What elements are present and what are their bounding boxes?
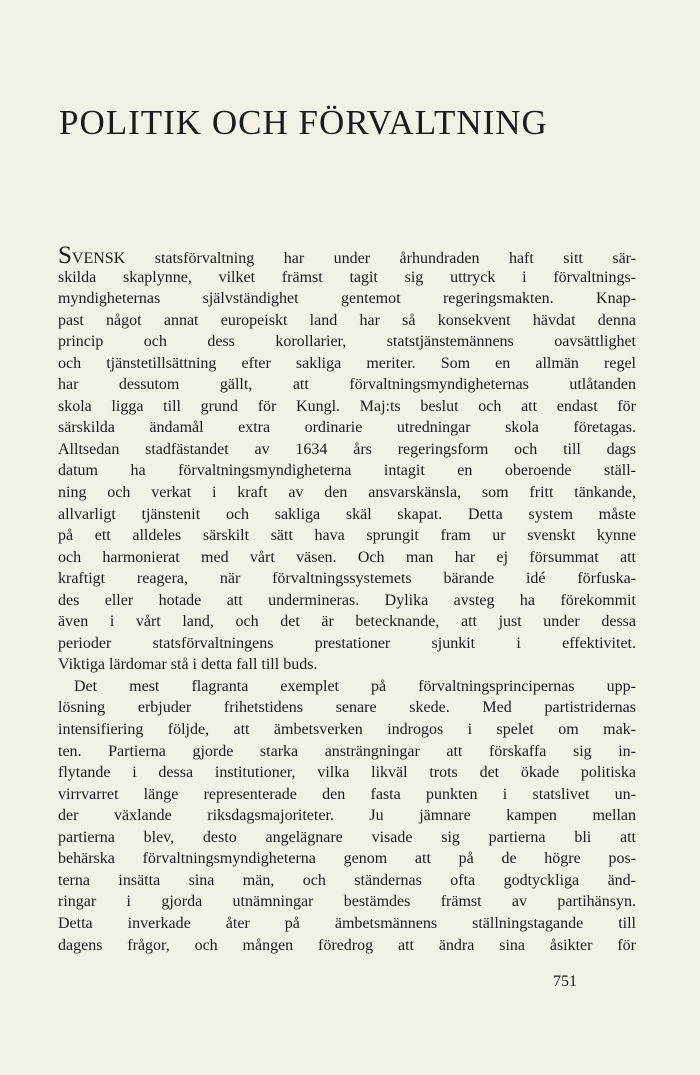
text-line: datum ha förvaltningsmyndigheterna intagit en oberoende ställ- (58, 462, 636, 480)
text-line: flytande i dessa institutioner, vilka likväl trots det ökade politiska (58, 764, 636, 782)
text-line: även i vårt land, och det är betecknande, att just under dessa (58, 613, 636, 631)
text-line: lösning erbjuder frihetstidens senare skede. Med partistridernas (58, 699, 636, 717)
text-line: allvarligt tjänstenit och sakliga skäl skapat. Detta system måste (58, 505, 636, 523)
text-line: Alltsedan stadfästandet av 1634 års regeringsform och till dags (58, 440, 636, 458)
text-line: der växlande riksdagsmajoriteter. Ju jämnare kampen mellan (58, 807, 636, 825)
text-line: har dessutom gällt, att förvaltningsmyndigheternas utlåtanden (58, 376, 636, 394)
text-line: och harmonierat med vårt väsen. Och man har ej försummat att (58, 548, 636, 566)
drop-cap: S (58, 242, 72, 269)
text-line: Det mest flagranta exemplet på förvaltningsprincipernas upp- (74, 677, 636, 695)
text-line: dagens frågor, och mången föredrog att ändra sina åsikter för (58, 936, 636, 954)
text-line: past något annat europeiskt land har så konsekvent hävdat denna (58, 311, 636, 329)
text-line: ringar i gjorda utnämningar bestämdes främst av partihänsyn. (58, 893, 636, 911)
text-line: på ett alldeles särskilt sätt hava sprungit fram ur svenskt kynne (58, 527, 636, 545)
text-line: kraftigt reagera, när förvaltningssystemets bärande idé förfuska- (58, 570, 636, 588)
text-line: SVENSK statsförvaltning har under århundraden haft sitt sär- (58, 242, 636, 269)
text-line: partierna blev, desto angelägnare visade sig partierna bli att (58, 828, 636, 846)
text-line: behärska förvaltningsmyndigheterna genom att på de högre pos- (58, 850, 636, 868)
body-text (58, 242, 636, 956)
text-line: des eller hotade att undermineras. Dylika avsteg ha förekommit (58, 591, 636, 609)
text-line: myndigheternas självständighet gentemot regeringsmakten. Knap- (58, 290, 636, 308)
text-line: terna insätta sina män, och ständernas ofta godtyckliga änd- (58, 871, 636, 889)
text-line: ning och verkat i kraft av den ansvarskänsla, som fritt tänkande, (58, 484, 636, 502)
text-line: perioder statsförvaltningens prestationer sjunkit i effektivitet. (58, 634, 636, 652)
chapter-title: POLITIK OCH FÖRVALTNING (59, 103, 548, 142)
text-line: skola ligga till grund för Kungl. Maj:ts beslut och att endast för (58, 397, 636, 415)
text-line: virrvarret länge representerade den fasta punkten i statslivet un- (58, 785, 636, 803)
text-line: intensifiering följde, att ämbetsverken indrogos i spelet om mak- (58, 721, 636, 739)
text-line: Detta inverkade åter på ämbetsmännens ställningstagande till (58, 914, 636, 932)
text-line: skilda skaplynne, vilket främst tagit sig uttryck i förvaltnings- (58, 268, 636, 286)
text-line: särskilda ändamål extra ordinarie utredningar skola företagas. (58, 419, 636, 437)
page-number: 751 (553, 973, 577, 990)
text-line: och tjänstetillsättning efter sakliga meriter. Som en allmän regel (58, 354, 636, 372)
text-line: Viktiga lärdomar stå i detta fall till buds. (58, 656, 318, 674)
text-line: ten. Partierna gjorde starka ansträngningar att förskaffa sig in- (58, 742, 636, 760)
text-line: princip och dess korollarier, statstjänstemännens oavsättlighet (58, 333, 636, 351)
